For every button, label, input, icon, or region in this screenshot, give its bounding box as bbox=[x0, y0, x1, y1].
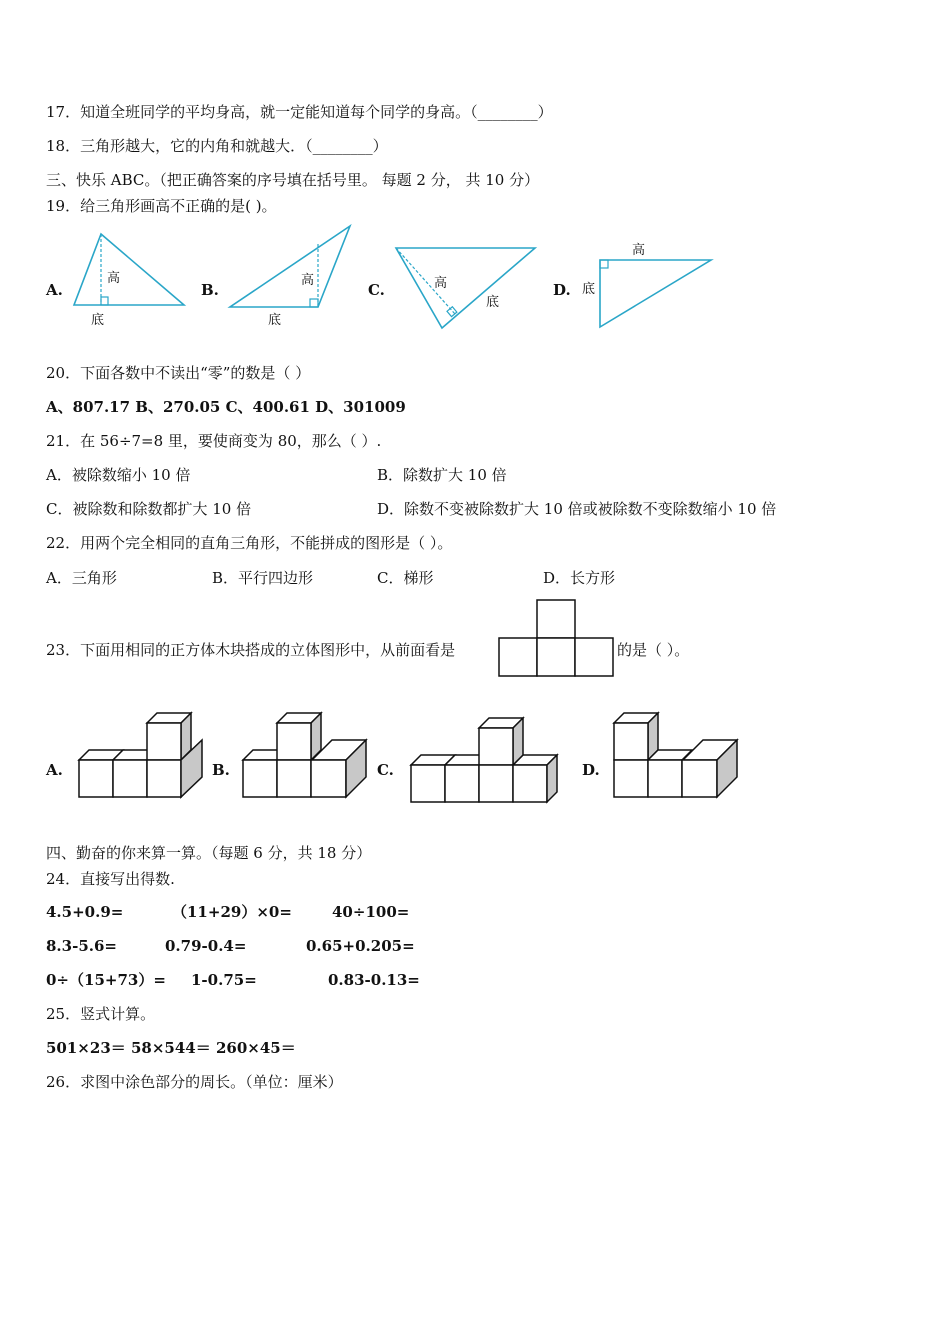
q19-triangle-b bbox=[226, 222, 356, 332]
q23-option-d-label: D. bbox=[582, 761, 600, 779]
q19-option-c-label: C. bbox=[368, 281, 385, 299]
q21-option-b: B．除数扩大 10 倍 bbox=[377, 466, 507, 484]
question-25: 25．竖式计算。 bbox=[46, 1005, 156, 1023]
q21-option-c: C．被除数和除数都扩大 10 倍 bbox=[46, 500, 252, 518]
q22-option-b: B．平行四边形 bbox=[212, 569, 314, 587]
q22-option-d: D．长方形 bbox=[543, 569, 616, 587]
q24-r3-c2: 1-0.75= bbox=[191, 971, 257, 989]
q19-a-base-label: 底 bbox=[91, 313, 105, 328]
question-21: 21．在 56÷7=8 里，要使商变为 80，那么（ ）. bbox=[46, 432, 382, 450]
q20-options: A、807.17 B、270.05 C、400.61 D、301009 bbox=[46, 398, 406, 416]
q19-c-height-label: 高 bbox=[434, 276, 448, 291]
section-3-heading: 三、快乐 ABC。（把正确答案的序号填在括号里。 每题 2 分， 共 10 分） bbox=[46, 171, 540, 189]
q24-r1-c1: 4.5+0.9= bbox=[46, 903, 124, 921]
question-22: 22．用两个完全相同的直角三角形，不能拼成的图形是（ ）。 bbox=[46, 534, 453, 552]
q23-cubes-d bbox=[611, 708, 746, 803]
q23-option-b-label: B. bbox=[212, 761, 230, 779]
q19-b-base-label: 底 bbox=[268, 313, 282, 328]
q22-option-a: A．三角形 bbox=[46, 569, 117, 587]
q23-front-view-figure bbox=[497, 598, 617, 680]
q19-triangle-c bbox=[392, 243, 542, 333]
question-18: 18．三角形越大，它的内角和就越大．（________） bbox=[46, 137, 388, 155]
q19-d-height-label: 高 bbox=[632, 243, 646, 258]
q19-c-base-label: 底 bbox=[486, 295, 500, 310]
question-19: 19．给三角形画高不正确的是( )。 bbox=[46, 197, 277, 215]
q24-r3-c1: 0÷（15+73）= bbox=[46, 971, 166, 989]
q24-r2-c1: 8.3-5.6= bbox=[46, 937, 117, 955]
q23-cubes-a bbox=[76, 708, 211, 803]
q24-r1-c3: 40÷100= bbox=[332, 903, 410, 921]
question-23-suffix: 的是（ ）。 bbox=[617, 641, 690, 659]
q24-r3-c3: 0.83-0.13= bbox=[328, 971, 420, 989]
q19-option-b-label: B. bbox=[201, 281, 219, 299]
q24-r1-c2: （11+29）×0= bbox=[172, 903, 292, 921]
q19-triangle-a bbox=[70, 228, 190, 333]
question-20: 20．下面各数中不读出“零”的数是（ ） bbox=[46, 364, 311, 382]
q19-a-height-label: 高 bbox=[107, 271, 121, 286]
q19-option-d-label: D. bbox=[553, 281, 571, 299]
q23-cubes-c bbox=[408, 712, 563, 807]
q21-option-a: A．被除数缩小 10 倍 bbox=[46, 466, 191, 484]
q23-option-a-label: A. bbox=[46, 761, 63, 779]
q24-r2-c3: 0.65+0.205= bbox=[306, 937, 415, 955]
section-4-heading: 四、勤奋的你来算一算。（每题 6 分，共 18 分） bbox=[46, 844, 372, 862]
q24-r2-c2: 0.79-0.4= bbox=[165, 937, 247, 955]
q23-cubes-b bbox=[240, 708, 375, 803]
q22-option-c: C．梯形 bbox=[377, 569, 434, 587]
q19-option-a-label: A. bbox=[46, 281, 63, 299]
q23-option-c-label: C. bbox=[377, 761, 394, 779]
question-17: 17．知道全班同学的平均身高，就一定能知道每个同学的身高。（________） bbox=[46, 103, 553, 121]
q19-triangle-d bbox=[580, 238, 720, 333]
q21-option-d: D．除数不变被除数扩大 10 倍或被除数不变除数缩小 10 倍 bbox=[377, 500, 777, 518]
q19-d-base-label: 底 bbox=[582, 282, 596, 297]
q25-items: 501×23＝ 58×544＝ 260×45＝ bbox=[46, 1039, 296, 1057]
q19-b-height-label: 高 bbox=[301, 273, 315, 288]
question-26: 26．求图中涂色部分的周长。（单位：厘米） bbox=[46, 1073, 343, 1091]
question-23-prefix: 23．下面用相同的正方体木块搭成的立体图形中，从前面看是 bbox=[46, 641, 456, 659]
question-24: 24．直接写出得数. bbox=[46, 870, 175, 888]
